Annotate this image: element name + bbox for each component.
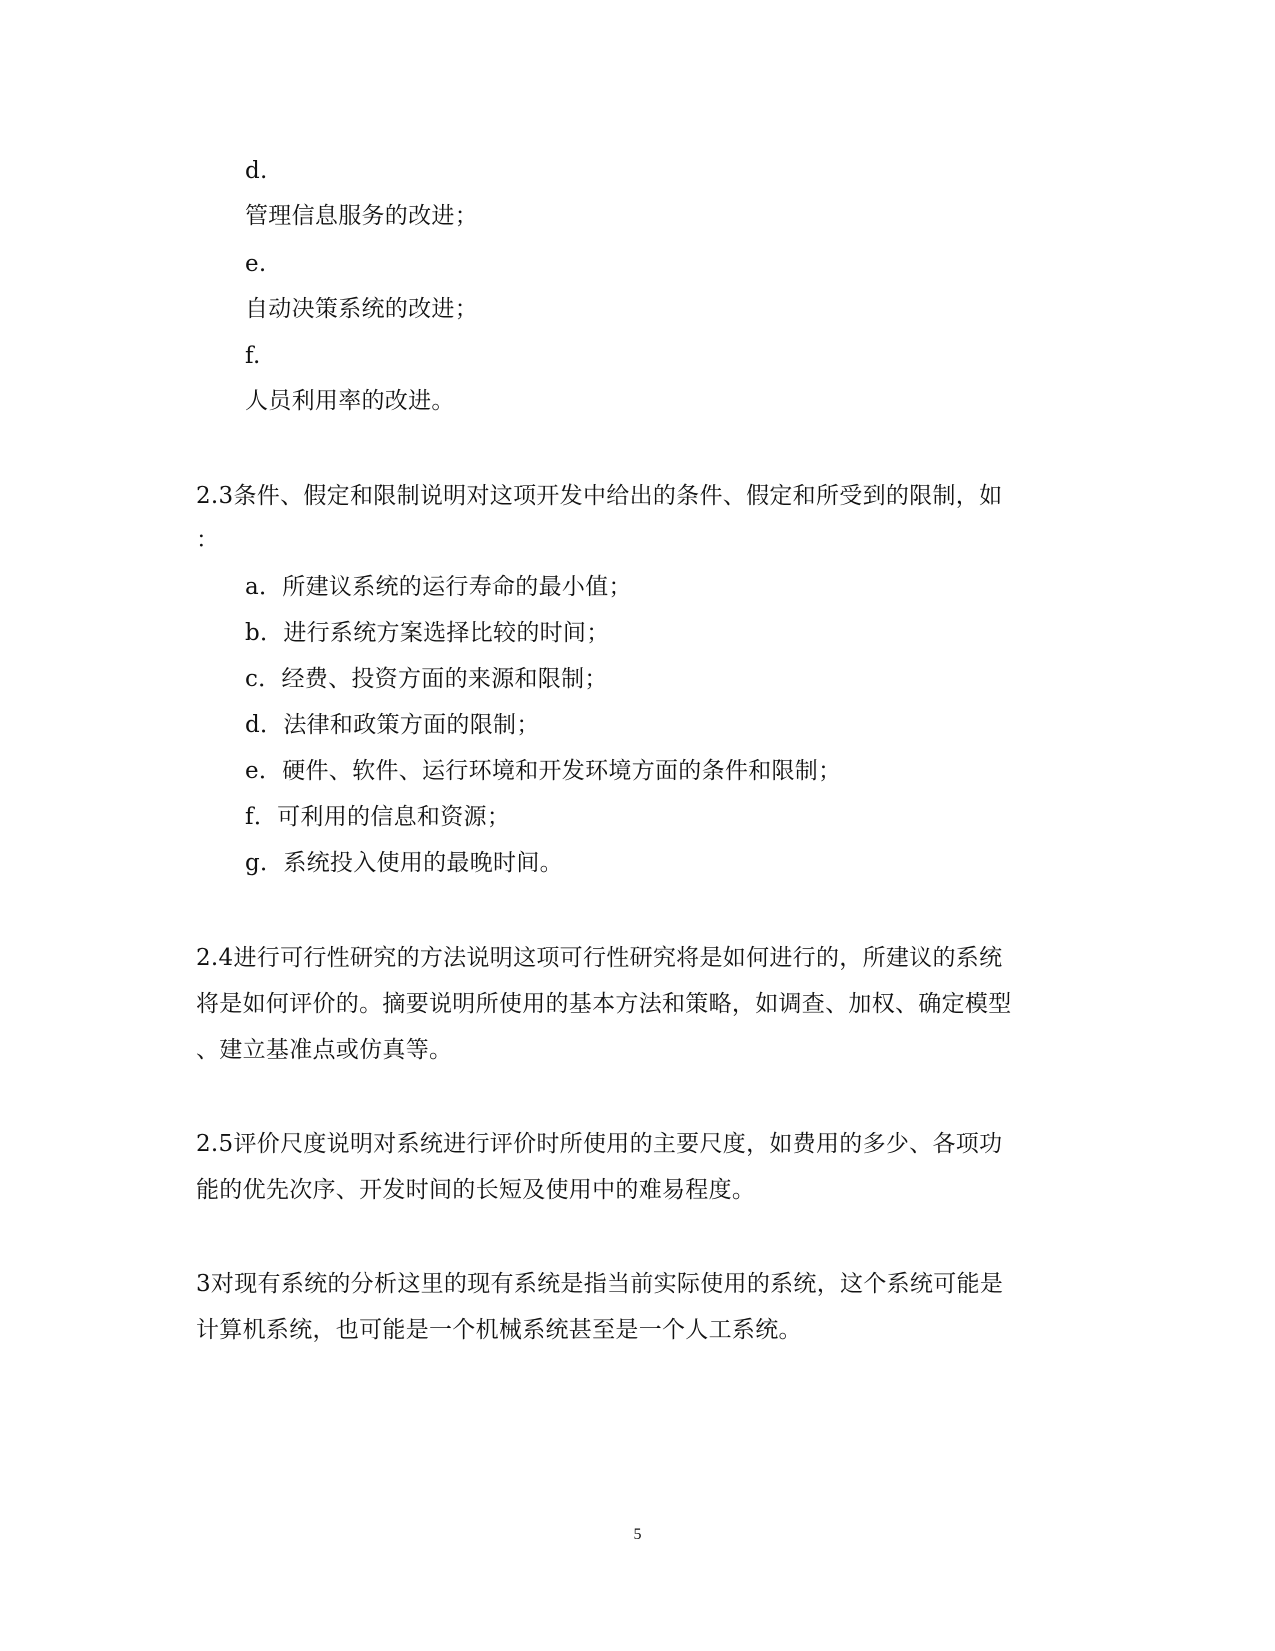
list-marker: f.	[245, 343, 261, 369]
list-item: d．法律和政策方面的限制；	[245, 712, 540, 738]
list-marker: e.	[245, 251, 267, 277]
section-2-4-line: 2.4进行可行性研究的方法说明这项可行性研究将是如何进行的，所建议的系统	[196, 945, 1003, 971]
section-3-line: 计算机系统，也可能是一个机械系统甚至是一个人工系统。	[196, 1317, 802, 1343]
section-2-4-line: 将是如何评价的。摘要说明所使用的基本方法和策略，如调查、加权、确定模型	[196, 991, 1012, 1017]
list-item-text: 人员利用率的改进。	[245, 388, 455, 414]
list-item: e．硬件、软件、运行环境和开发环境方面的条件和限制；	[245, 758, 842, 784]
list-marker: d.	[245, 158, 268, 184]
list-item: b．进行系统方案选择比较的时间；	[245, 620, 610, 646]
page-number: 5	[633, 1526, 642, 1543]
section-2-5-line: 2.5评价尺度说明对系统进行评价时所使用的主要尺度，如费用的多少、各项功	[196, 1131, 1003, 1157]
section-2-5-line: 能的优先次序、开发时间的长短及使用中的难易程度。	[196, 1177, 756, 1203]
section-2-4-line: 、建立基准点或仿真等。	[196, 1037, 453, 1063]
list-item: c．经费、投资方面的来源和限制；	[245, 666, 608, 692]
list-item-text: 自动决策系统的改进；	[245, 296, 478, 322]
section-2-3-continuation: ：	[196, 527, 220, 553]
section-2-3-heading: 2.3条件、假定和限制说明对这项开发中给出的条件、假定和所受到的限制，如	[196, 483, 1003, 509]
section-3-line: 3对现有系统的分析这里的现有系统是指当前实际使用的系统，这个系统可能是	[196, 1271, 1004, 1297]
list-item: g．系统投入使用的最晚时间。	[245, 850, 563, 876]
list-item: f．可利用的信息和资源；	[245, 804, 511, 830]
list-item-text: 管理信息服务的改进；	[245, 203, 478, 229]
list-item: a．所建议系统的运行寿命的最小值；	[245, 574, 632, 600]
